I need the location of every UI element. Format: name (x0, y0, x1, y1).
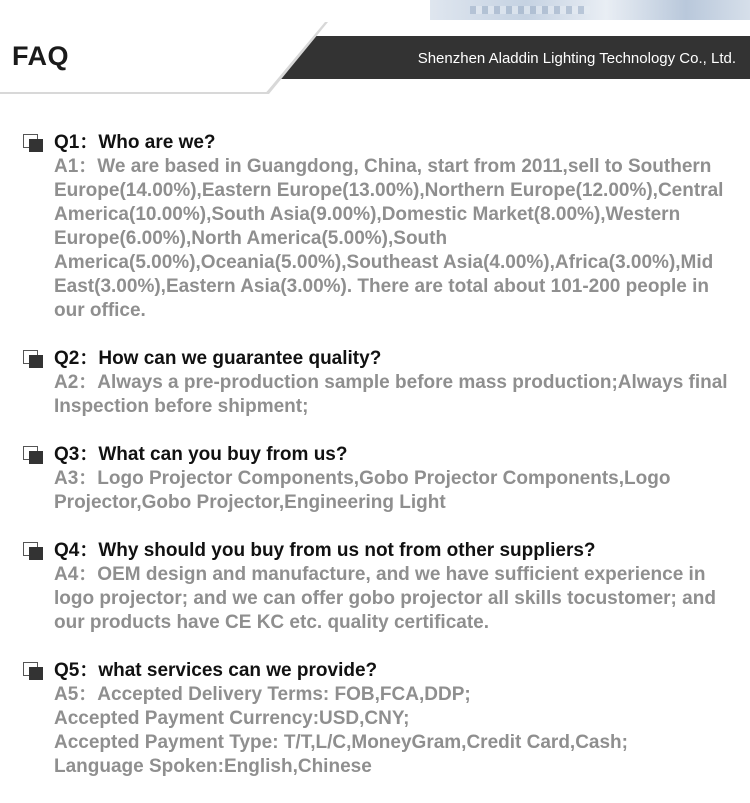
faq-item-q2 (0, 347, 750, 419)
answer-line: A3：Logo Projector Components,Gobo Projector Components,Logo Projector,Gobo Projector,Engineering Light (54, 468, 671, 513)
faq-item-q4 (0, 539, 750, 635)
faq-question: Q2：How can we guarantee quality? (54, 348, 382, 369)
faq-answer (54, 683, 730, 779)
stacked-squares-icon (23, 446, 43, 463)
faq-question: Q5：what services can we provide? (54, 660, 378, 681)
answer-line: A4：OEM design and manufacture, and we have sufficient experience in logo projector; and we can offer gobo projector all skills tocustomer; and our products have CE KC etc. quality certificate. (54, 564, 716, 633)
faq-item-q5 (0, 659, 750, 779)
answer-line: A5：Accepted Delivery Terms: FOB,FCA,DDP; (54, 684, 471, 705)
faq-answer (54, 155, 730, 323)
header-banner (0, 0, 750, 100)
answer-line: A2：Always a pre-production sample before mass production;Always final Inspection before shipment; (54, 372, 728, 417)
answer-line: A1：We are based in Guangdong, China, start from 2011,sell to Southern Europe(14.00%),Eastern Europe(13.00%),Northern Europe(12.00%),Central America(10.00%),South Asia(9.00%),Domestic Market(8.00%),Western Europe(6.00%),North America(5.00%),South America(5.00%),Oceania(5.00%),Southeast Asia(4.00%),Africa(3.00%),Mid East(3.00%),Eastern Asia(3.00%). There are total about 101-200 people in our office. (54, 156, 724, 321)
faq-question: Q3：What can you buy from us? (54, 444, 348, 465)
stacked-squares-icon (23, 542, 43, 559)
page-title: FAQ (12, 41, 70, 71)
stacked-squares-icon (23, 662, 43, 679)
stacked-squares-icon (23, 134, 43, 151)
answer-line: Language Spoken:English,Chinese (54, 756, 372, 777)
stacked-squares-icon (23, 350, 43, 367)
faq-answer (54, 371, 730, 419)
faq-answer (54, 563, 730, 635)
faq-answer (54, 467, 730, 515)
faq-list (0, 131, 750, 803)
answer-line: Accepted Payment Currency:USD,CNY; (54, 708, 410, 729)
company-name: Shenzhen Aladdin Lighting Technology Co., Ltd. (417, 50, 736, 67)
header-photo-strip (430, 0, 750, 20)
faq-question: Q4：Why should you buy from us not from other suppliers? (54, 540, 596, 561)
faq-item-q3 (0, 443, 750, 515)
answer-line: Accepted Payment Type: T/T,L/C,MoneyGram,Credit Card,Cash; (54, 732, 628, 753)
faq-item-q1 (0, 131, 750, 323)
faq-question: Q1：Who are we? (54, 132, 216, 153)
